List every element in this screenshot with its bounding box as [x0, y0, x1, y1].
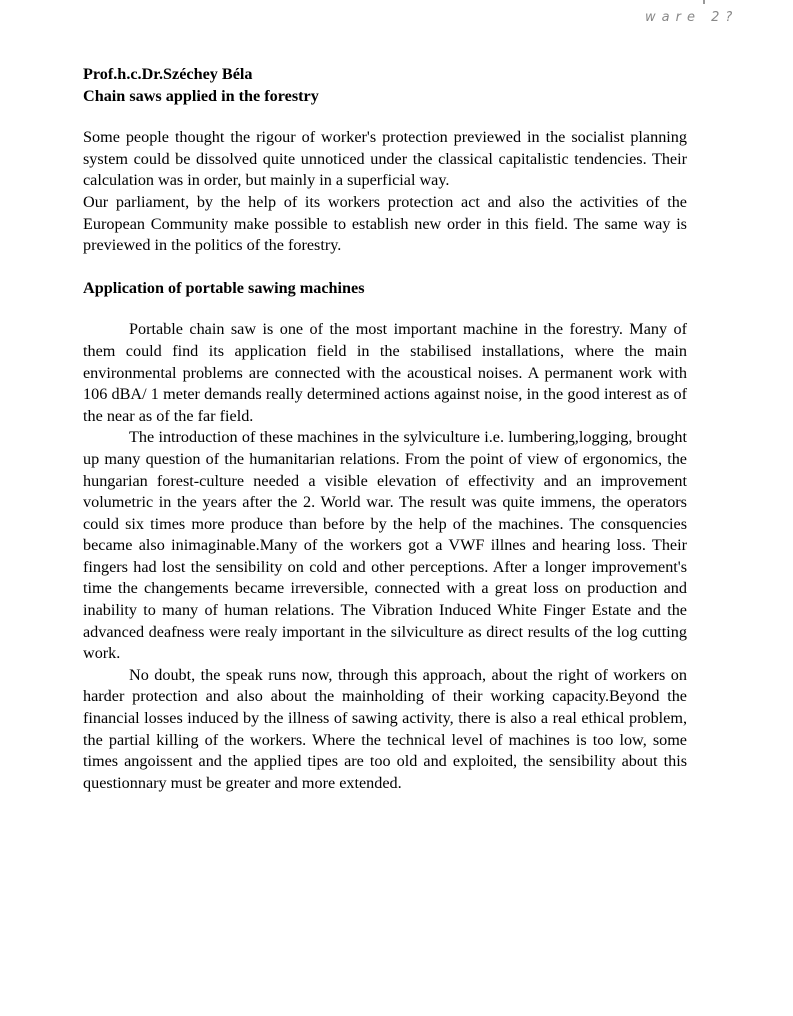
body-paragraph: No doubt, the speak runs now, through this approach, about the right of workers on harder protection and also about the mainholding of their working capacity.Beyond the financial losses induced by the illness of sawing activity, there is also a real ethical problem, the partial killing of the workers. Where the technical level of machines is too low, some times angoissent and the applied tipes are too old and exploited, the sensibility about this questionnary must be greater and more extended. [83, 665, 687, 792]
body-paragraph: The introduction of these machines in the sylviculture i.e. lumbering,logging, brought up many question of the humanitarian relations. From the point of view of ergonomics, the hungarian forest-culture needed a visible elevation of effectivity and an improvement volumetric in the years after the 2. World war. The result was quite immens, the operators could six times more produce than before by the help of the machines. The consquencies became also inimaginable.Many of the workers got a VWF illnes and hearing loss. Their fingers had lost the sensibility on cold and other perceptions. After a longer improvement's time the changements became irreversible, connected with a great loss on production and inability to many of human relations. The Vibration Induced White Finger Estate and the advanced deafness were realy important in the silviculture as direct results of the log cutting work. [83, 428, 687, 663]
section-heading: Application of portable sawing machines [83, 278, 365, 297]
page-corner-note: ware 2? [645, 10, 739, 25]
intro-paragraph: Our parliament, by the help of its workers protection act and also the activities of the European Community make possible to establish new order in this field. The same way is previewed in the politics of the forestry. [83, 192, 687, 255]
intro-paragraph: Some people thought the rigour of worker's protection previewed in the socialist planning system could be dissolved quite unnoticed under the classical capitalistic tendencies. Their calculation was in order, but mainly in a superficial way. [83, 128, 687, 190]
document-title: Chain saws applied in the forestry [83, 86, 319, 105]
author-name: Prof.h.c.Dr.Széchey Béla [83, 65, 253, 83]
title-block [83, 64, 687, 107]
corner-tick-mark [703, 0, 705, 4]
body-paragraph: Portable chain saw is one of the most important machine in the forestry. Many of them could find its application field in the stabilised installations, where the main environmental problems are connected with the acoustical noises. A permanent work with 106 dBA/ 1 meter demands really determined actions against noise, in the good interest as of the near as of the far field. [83, 320, 687, 425]
document-body [83, 64, 687, 794]
